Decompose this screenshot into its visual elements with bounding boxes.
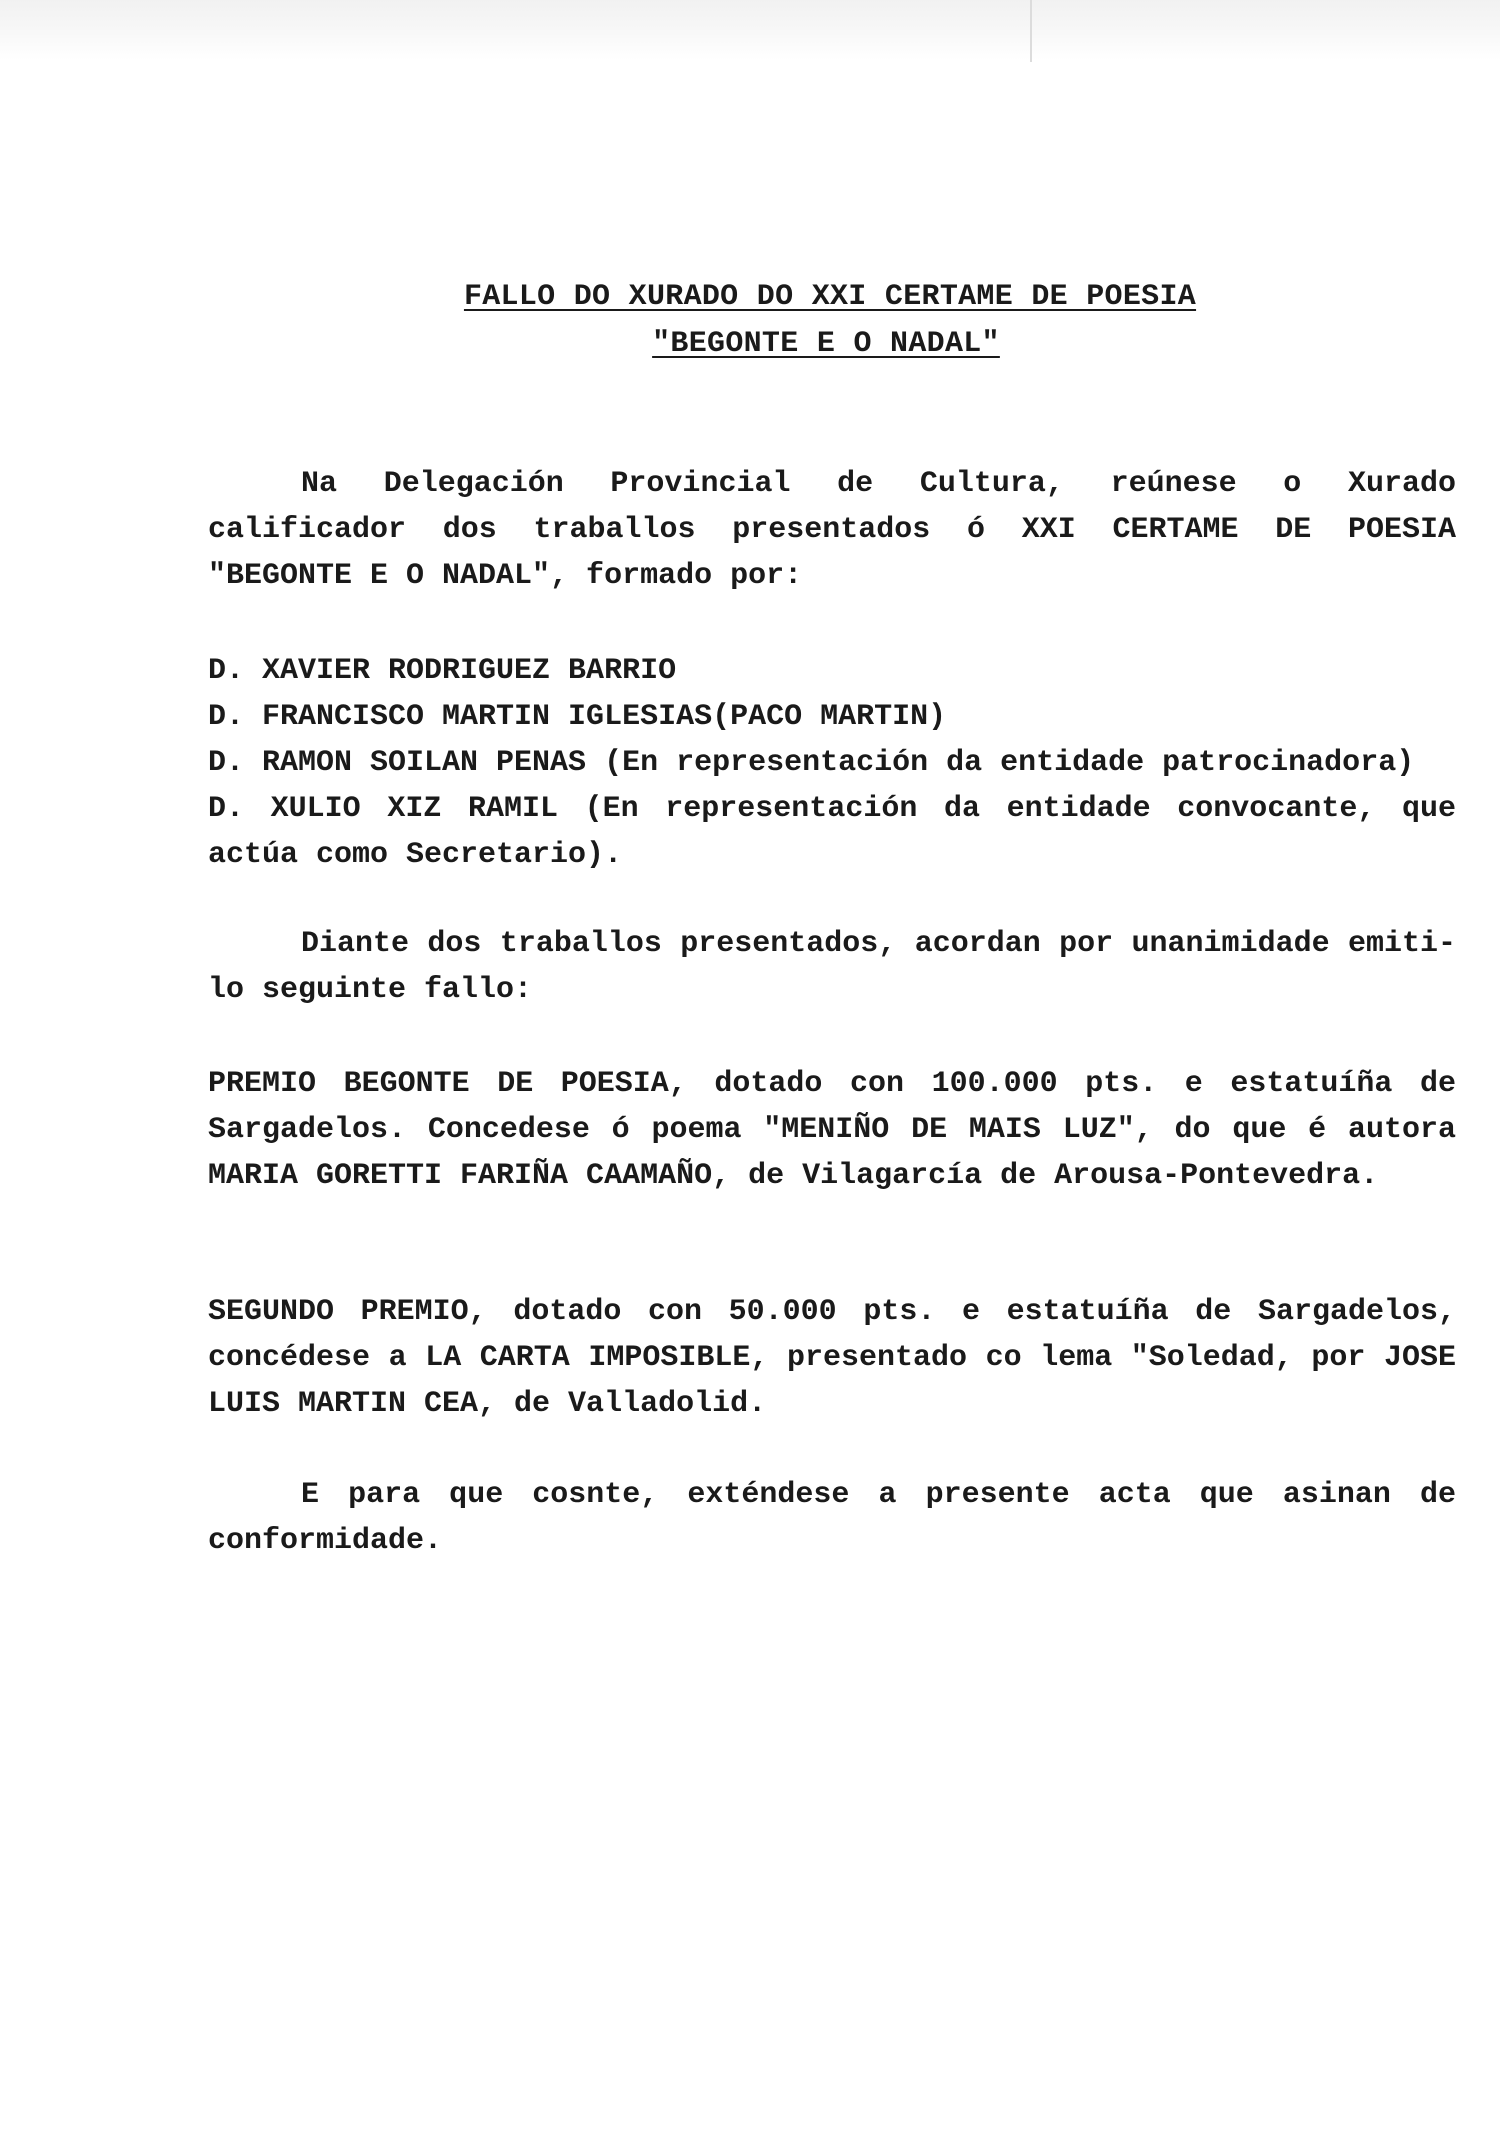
- jury-member-list: [208, 648, 1456, 878]
- second-prize-paragraph: SEGUNDO PREMIO, dotado con 50.000 pts. e estatuíña de Sargadelos, concédese a LA CARTA IMPOSIBLE, presentado co lema "Soledad, por JOSE LUIS MARTIN CEA, de Valladolid.: [208, 1295, 1456, 1421]
- jury-member: D. FRANCISCO MARTIN IGLESIAS(PACO MARTIN): [208, 700, 947, 734]
- jury-member: D. XAVIER RODRIGUEZ BARRIO: [208, 654, 677, 688]
- jury-member: D. RAMON SOILAN PENAS (En representación da entidade patrocinadora): [208, 746, 1415, 780]
- fallo-intro-paragraph: Diante dos traballos presentados, acordan por unanimidade emiti-lo seguinte fallo:: [208, 927, 1456, 1007]
- scan-fold-mark: [1030, 0, 1032, 62]
- intro-paragraph: Na Delegación Provincial de Cultura, reúnese o Xurado calificador dos traballos presentados ó XXI CERTAME DE POESIA "BEGONTE E O NADAL", formado por:: [208, 467, 1456, 593]
- first-prize-paragraph: PREMIO BEGONTE DE POESIA, dotado con 100.000 pts. e estatuíña de Sargadelos. Concedese ó poema "MENIÑO DE MAIS LUZ", do que é autora MARIA GORETTI FARIÑA CAAMAÑO, de Vilagarcía de Arousa-Pontevedra.: [208, 1067, 1456, 1193]
- jury-member: D. XULIO XIZ RAMIL (En representación da entidade convocante, que actúa como Secretario).: [208, 792, 1456, 872]
- closing-paragraph: E para que cosnte, exténdese a presente acta que asinan de conformidade.: [208, 1478, 1456, 1558]
- document-title-line-2: "BEGONTE E O NADAL": [652, 327, 1000, 361]
- document-title-line-1: FALLO DO XURADO DO XXI CERTAME DE POESIA: [463, 280, 1197, 314]
- scan-edge-shadow: [0, 0, 1500, 60]
